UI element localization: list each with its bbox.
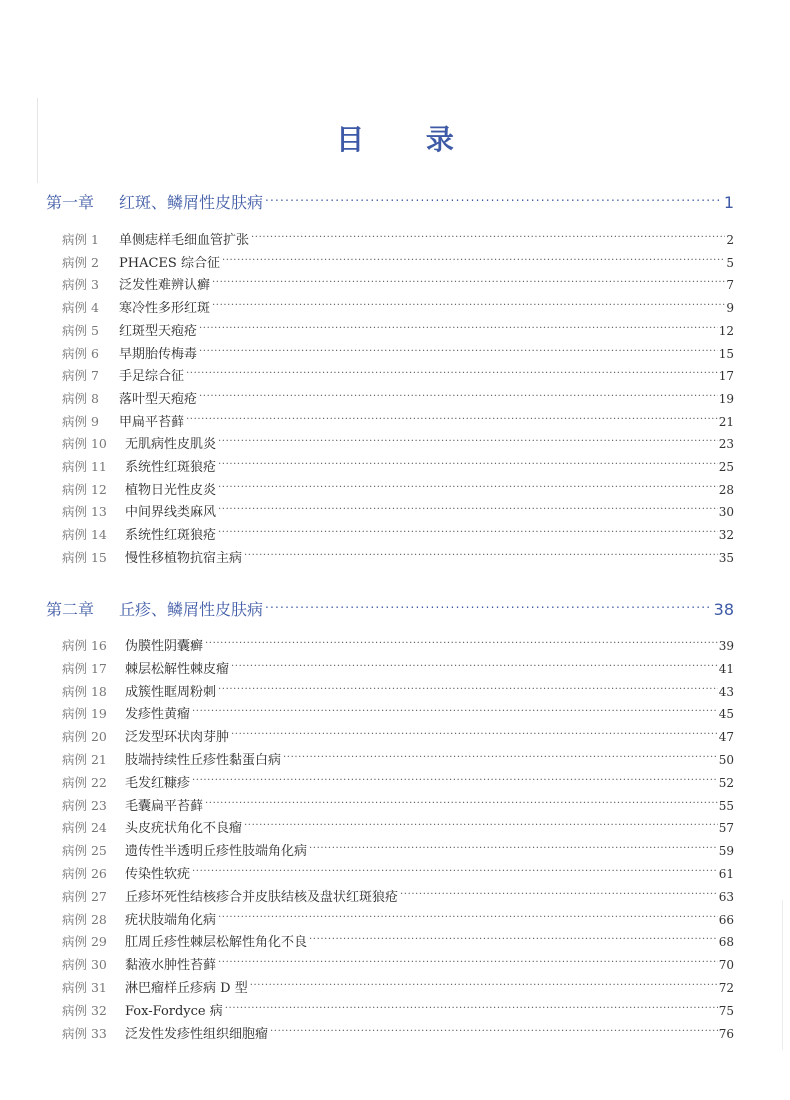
case-page-number: 19 [718,391,734,406]
case-number: 病例 18 [62,683,107,699]
dot-leader [186,408,718,426]
case-title: 早期胎传梅毒 [119,346,198,362]
case-number: 病例 9 [62,413,99,429]
case-number: 病例 30 [62,957,107,973]
dot-leader [400,883,718,901]
dot-leader [192,700,718,718]
case-page-number: 70 [718,958,734,973]
case-page-number: 61 [718,867,734,881]
toc-case-entry[interactable] [62,700,734,723]
case-page-number: 72 [718,981,734,995]
case-title: Fox-Fordyce 病 [125,1003,223,1019]
toc-case-entry[interactable] [62,408,734,428]
dot-leader [218,453,718,471]
dot-leader [218,951,718,969]
case-page-number: 39 [718,639,734,653]
dot-leader [218,521,718,539]
toc-case-entry[interactable] [62,476,734,496]
case-page-number: 47 [718,730,734,745]
case-number: 病例 8 [62,390,99,406]
case-title: 肢端持续性丘疹性黏蛋白病 [125,753,282,768]
toc-case-entry[interactable] [62,792,734,812]
case-title: 无肌病性皮肌炎 [125,437,217,453]
dot-leader [212,294,725,312]
dot-leader [199,317,718,335]
case-page-number: 68 [718,935,734,950]
dot-leader [251,226,725,244]
case-title: 红斑型天疱疮 [119,323,198,339]
case-page-number: 66 [718,912,734,927]
case-number: 病例 5 [62,322,99,338]
case-title: 寒冷性多形红斑 [119,301,211,317]
case-number: 病例 20 [62,729,107,745]
case-page-number: 12 [718,323,734,338]
case-title: 毛囊扁平苔藓 [125,798,204,814]
toc-chapter-entry[interactable] [46,593,734,619]
case-page-number: 15 [718,346,734,361]
case-title: 发疹性黄瘤 [125,707,191,723]
case-page-number: 50 [718,753,734,767]
case-title: 传染性软疣 [125,867,191,882]
chapter-title: 丘疹、鳞屑性皮肤病 [119,600,264,619]
case-page-number: 59 [718,844,734,859]
case-title: PHACES 综合征 [119,255,220,271]
case-page-number: 23 [718,437,734,452]
case-page-number: 30 [718,505,734,520]
toc-case-entry[interactable] [62,340,734,360]
case-title: 中间界线类麻风 [125,505,217,521]
case-number: 病例 15 [62,549,107,565]
case-page-number: 9 [726,301,734,316]
case-page-number: 21 [718,414,734,429]
chapter-title: 红斑、鳞屑性皮肤病 [119,193,264,212]
dot-leader [265,186,722,208]
case-title: 头皮疣状角化不良瘤 [125,821,243,837]
dot-leader [250,974,718,992]
case-number: 病例 32 [62,1002,107,1018]
case-page-number: 52 [718,775,734,790]
case-page-number: 75 [718,1003,734,1018]
chapter-number: 第二章 [46,600,95,619]
case-title: 系统性红斑狼疮 [125,460,217,475]
toc-case-entry[interactable] [62,1020,734,1040]
toc-case-entry[interactable] [62,317,734,337]
dot-leader [225,997,718,1015]
case-number: 病例 26 [62,866,107,881]
case-number: 病例 17 [62,660,107,676]
case-title: 手足综合征 [119,369,185,385]
case-title: 单侧痣样毛细血管扩张 [119,233,250,248]
case-page-number: 43 [718,684,734,699]
dot-leader [205,632,718,650]
dot-leader [205,792,718,810]
case-page-number: 2 [726,233,734,247]
chapter-page-number: 1 [723,193,734,212]
case-title: 丘疹坏死性结核疹合并皮肤结核及盘状红斑狼疮 [125,889,399,905]
case-number: 病例 29 [62,934,107,950]
case-number: 病例 16 [62,638,107,653]
toc-case-entry[interactable] [62,271,734,294]
dot-leader [218,498,718,516]
case-page-number: 57 [718,821,734,836]
chapter-number: 第一章 [46,193,95,212]
toc-case-entry[interactable] [62,997,734,1017]
case-number: 病例 25 [62,843,107,859]
case-number: 病例 24 [62,820,107,836]
case-number: 病例 10 [62,436,107,452]
dot-leader [218,678,718,696]
toc-case-entry[interactable] [62,632,734,652]
case-number: 病例 2 [62,254,99,270]
case-page-number: 35 [718,550,734,565]
case-title: 植物日光性皮炎 [125,482,217,498]
case-title: 甲扁平苔藓 [119,414,185,430]
case-page-number: 76 [718,1026,734,1041]
case-number: 病例 23 [62,797,107,813]
dot-leader [309,837,718,855]
case-page-number: 55 [718,798,734,813]
case-title: 泛发性发疹性组织细胞瘤 [125,1026,269,1042]
case-page-number: 7 [726,278,734,293]
case-number: 病例 3 [62,277,99,293]
case-title: 淋巴瘤样丘疹病 D 型 [125,981,248,996]
dot-leader [231,655,718,673]
case-number: 病例 6 [62,345,99,361]
case-page-number: 25 [718,460,734,474]
toc-case-entry[interactable] [62,362,734,385]
toc-case-entry[interactable] [62,544,734,564]
case-number: 病例 21 [62,752,107,767]
toc-chapter-entry[interactable] [46,186,734,212]
case-title: 系统性红斑狼疮 [125,528,217,544]
case-number: 病例 27 [62,888,107,904]
dot-leader [186,362,718,380]
case-number: 病例 14 [62,527,107,543]
toc-case-entry[interactable] [62,226,734,246]
case-number: 病例 11 [62,459,107,474]
toc-case-entry[interactable] [62,906,734,926]
toc-case-entry[interactable] [62,814,734,837]
toc-case-entry[interactable] [62,860,734,880]
case-number: 病例 4 [62,300,99,316]
case-title: 慢性移植物抗宿主病 [125,550,243,566]
toc-case-entry[interactable] [62,249,734,269]
case-number: 病例 31 [62,980,107,995]
dot-leader [231,723,718,741]
case-title: 棘层松解性棘皮瘤 [125,661,230,677]
toc-case-entry[interactable] [62,951,734,974]
toc-case-entry[interactable] [62,746,734,766]
dot-leader [283,746,718,764]
dot-leader [218,430,718,448]
case-page-number: 63 [718,889,734,904]
case-number: 病例 7 [62,368,99,384]
toc-case-entry[interactable] [62,294,734,317]
dot-leader [244,544,718,562]
case-title: 成簇性眶周粉刺 [125,684,217,700]
case-page-number: 32 [718,528,734,543]
case-title: 落叶型天疱疮 [119,391,198,407]
case-number: 病例 12 [62,481,107,497]
dot-leader [218,476,718,494]
toc-case-entry[interactable] [62,521,734,544]
case-title: 疣状肢端角化病 [125,912,217,928]
dot-leader [222,249,725,267]
chapter-page-number: 38 [713,600,734,619]
dot-leader [244,814,718,832]
toc-case-entry[interactable] [62,883,734,903]
case-number: 病例 33 [62,1025,107,1041]
case-page-number: 5 [726,255,734,270]
case-title: 泛发型环状肉芽肿 [125,730,230,746]
case-number: 病例 19 [62,706,107,722]
case-number: 病例 28 [62,911,107,927]
dot-leader [309,928,718,946]
toc-case-entry[interactable] [62,655,734,675]
dot-leader [192,769,718,787]
toc-case-entry[interactable] [62,678,734,698]
case-title: 遗传性半透明丘疹性肢端角化病 [125,844,308,860]
toc-case-entry[interactable] [62,430,734,453]
dot-leader [199,385,718,403]
toc-case-entry[interactable] [62,928,734,951]
dot-leader [265,593,712,615]
toc-case-entry[interactable] [62,385,734,405]
case-page-number: 17 [718,369,734,384]
right-margin-rule [782,900,783,1050]
case-number: 病例 22 [62,774,107,790]
toc-case-entry[interactable] [62,453,734,473]
case-title: 泛发性难辨认癣 [119,278,211,294]
case-page-number: 41 [718,661,734,676]
case-title: 肛周丘疹性棘层松解性角化不良 [125,935,308,951]
dot-leader [270,1020,718,1038]
case-page-number: 45 [718,707,734,722]
case-title: 毛发红糠疹 [125,775,191,791]
toc-case-entry[interactable] [62,837,734,860]
dot-leader [199,340,718,358]
case-number: 病例 13 [62,504,107,520]
dot-leader [218,906,718,924]
dot-leader [192,860,718,878]
toc-case-entry[interactable] [62,498,734,521]
toc-case-entry[interactable] [62,723,734,746]
case-number: 病例 1 [62,232,99,247]
dot-leader [212,271,725,289]
toc-case-entry[interactable] [62,769,734,789]
case-page-number: 28 [718,482,734,497]
toc-case-entry[interactable] [62,974,734,994]
case-title: 黏液水肿性苔藓 [125,958,217,974]
page-title: 目 录 [336,123,480,156]
case-title: 伪膜性阴囊癣 [125,639,204,654]
